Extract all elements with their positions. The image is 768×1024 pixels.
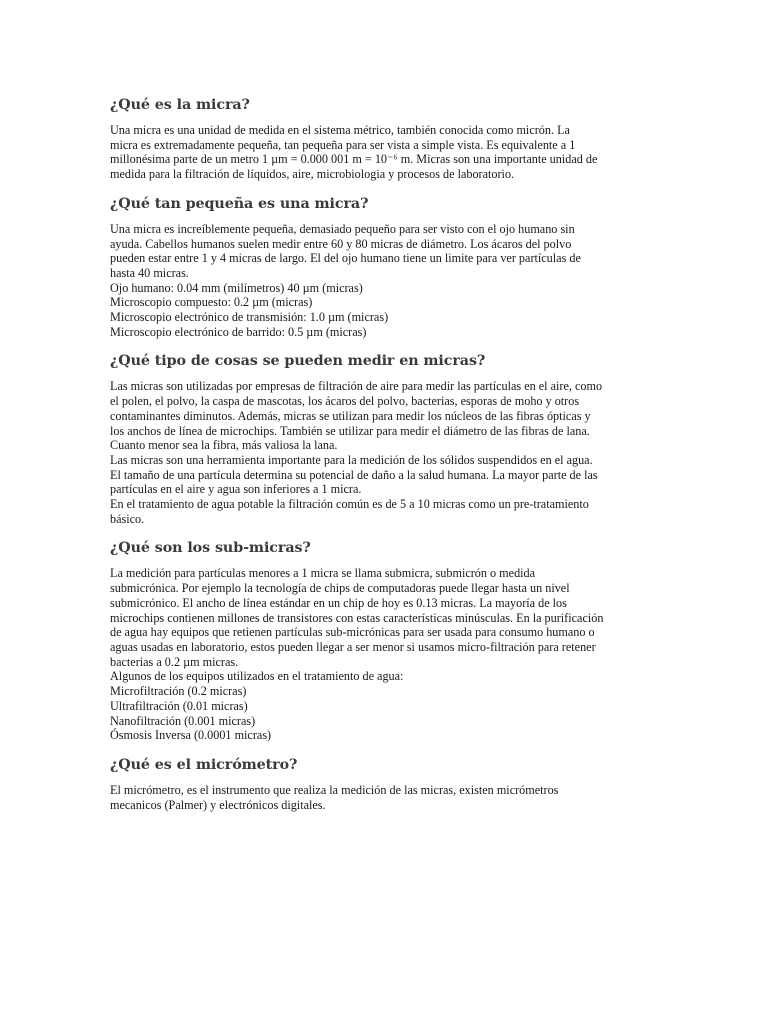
text-line: micra es extremadamente pequeña, tan pequeña para ser vista a simple vista. Es equivalente a 1 — [110, 137, 576, 152]
text-line: partículas en el aire y agua son inferiores a 1 micra. — [110, 482, 362, 497]
text-line: El micrómetro, es el instrumento que realiza la medición de las micras, existen micrómetros — [110, 782, 559, 797]
section-heading: ¿Qué es el micrómetro? — [110, 756, 298, 773]
text-line: Ósmosis Inversa (0.0001 micras) — [110, 728, 272, 743]
section-heading: ¿Qué tan pequeña es una micra? — [110, 195, 369, 212]
section-que-tan-pequena — [110, 191, 662, 340]
text-line: Microscopio compuesto: 0.2 µm (micras) — [110, 295, 313, 310]
text-line: La medición para partículas menores a 1 micra se llama submicra, submicrón o medida — [110, 566, 536, 581]
section-sub-micras — [110, 535, 662, 742]
section-heading: ¿Qué son los sub-micras? — [110, 540, 311, 557]
text-line: el polen, el polvo, la caspa de mascotas, los ácaros del polvo, bacterias, esporas de moho y otros — [110, 394, 580, 409]
text-line: ayuda. Cabellos humanos suelen medir entre 60 y 80 micras de diámetro. Los ácaros del polvo — [110, 236, 572, 251]
section-heading: ¿Qué es la micra? — [110, 97, 250, 113]
text-line: Las micras son utilizadas por empresas de filtración de aire para medir las partículas en el aire, como — [110, 379, 603, 394]
text-line: medida para la filtración de líquidos, aire, microbiologia y procesos de laboratorio. — [110, 167, 515, 182]
text-line: hasta 40 micras. — [110, 265, 189, 280]
text-line: Algunos de los equipos utilizados en el tratamiento de agua: — [110, 669, 404, 684]
text-line: microchips contienen millones de transistores con estas características minúsculas. En la purificación — [110, 610, 604, 625]
text-line: de agua hay equipos que retienen partículas sub-micrónicas para ser usada para consumo humano o — [110, 625, 595, 640]
text-line: Ojo humano: 0.04 mm (milímetros) 40 µm (micras) — [110, 280, 363, 295]
text-line: submicrónico. El ancho de línea estándar en un chip de hoy es 0.13 micras. La mayoría de los — [110, 595, 567, 610]
text-line: básico. — [110, 511, 145, 526]
text-line: En el tratamiento de agua potable la filtración común es de 5 a 10 micras como un pre-tratamiento — [110, 497, 589, 512]
text-line: Una micra es increíblemente pequeña, demasiado pequeño para ser visto con el ojo humano sin — [110, 221, 575, 236]
text-line: submicrónica. Por ejemplo la tecnología de chips de computadoras puede llegar hasta un nivel — [110, 581, 570, 596]
section-paragraph — [110, 566, 662, 742]
text-line: mecanicos (Palmer) y electrónicos digitales. — [110, 797, 326, 812]
section-heading: ¿Qué tipo de cosas se pueden medir en micras? — [110, 353, 486, 370]
text-line: contaminantes diminutos. Además, micras se utilizan para medir los núcleos de las fibras ópticas y — [110, 408, 591, 423]
section-que-tipo-de-cosas — [110, 348, 662, 526]
text-line: Cuanto menor sea la fibra, más valiosa la lana. — [110, 438, 338, 453]
text-line: Nanofiltración (0.001 micras) — [110, 713, 256, 728]
section-paragraph — [110, 222, 662, 340]
text-line: bacterias a 0.2 µm micras. — [110, 654, 239, 669]
section-que-es-la-micra — [110, 92, 662, 182]
text-line: Las micras son una herramienta importante para la medición de los sólidos suspendidos en el agua. — [110, 452, 593, 467]
document-page — [110, 92, 662, 821]
section-paragraph — [110, 123, 662, 182]
text-line: aguas usadas en laboratorio, estos pueden llegar a ser menor si usamos micro-filtración para retener — [110, 639, 596, 654]
section-micrometro — [110, 752, 662, 812]
section-paragraph — [110, 379, 662, 526]
text-line: pueden estar entre 1 y 4 micras de largo. El del ojo humano tiene un limite para ver partículas de — [110, 251, 581, 266]
text-line: Microscopio electrónico de transmisión: 1.0 µm (micras) — [110, 310, 389, 325]
text-line: Microscopio electrónico de barrido: 0.5 µm (micras) — [110, 324, 367, 339]
text-line: los anchos de línea de microchips. También se utilizar para medir el diámetro de las fibras de lana. — [110, 423, 590, 438]
text-line: Una micra es una unidad de medida en el sistema métrico, también conocida como micrón. La — [110, 123, 570, 137]
text-line: El tamaño de una partícula determina su potencial de daño a la salud humana. La mayor parte de las — [110, 467, 598, 482]
text-line: Ultrafiltración (0.01 micras) — [110, 698, 248, 713]
text-line: Microfiltración (0.2 micras) — [110, 684, 247, 699]
section-paragraph — [110, 783, 662, 812]
text-line: millonésima parte de un metro 1 µm = 0.000 001 m = 10⁻⁶ m. Micras son una importante unidad de — [110, 152, 598, 167]
